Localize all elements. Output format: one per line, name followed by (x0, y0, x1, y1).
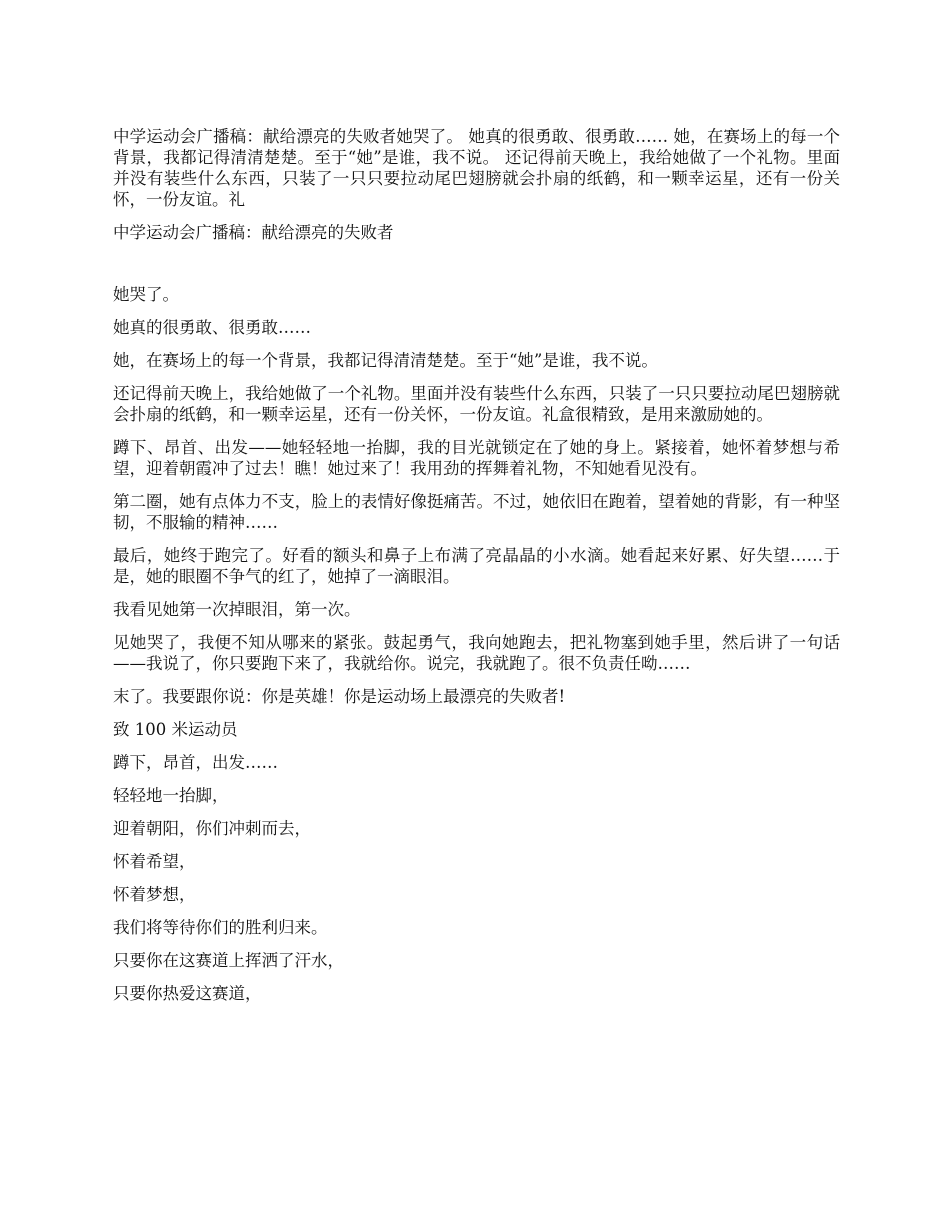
paragraph: 她真的很勇敢、很勇敢…… (113, 318, 311, 337)
paragraph: 我们将等待你们的胜利归来。 (113, 918, 328, 937)
paragraph: 蹲下，昂首，出发…… (113, 753, 278, 772)
paragraph: 只要你在这赛道上挥洒了汗水， (113, 951, 344, 970)
paragraph: 蹲下、昂首、出发——她轻轻地一抬脚，我的目光就锁定在了她的身上。紧接着，她怀着梦想与希望，迎着朝霞冲了过去！瞧！她过来了！我用劲的挥舞着礼物，不知她看见没有。 (113, 438, 840, 478)
paragraph: 末了。我要跟你说：你是英雄！你是运动场上最漂亮的失败者! (113, 687, 566, 706)
paragraph: 只要你热爱这赛道， (113, 984, 262, 1003)
document-body (113, 284, 840, 1004)
document-title: 中学运动会广播稿：献给漂亮的失败者 (113, 223, 394, 242)
paragraph: 我看见她第一次掉眼泪，第一次。 (113, 600, 361, 619)
paragraph: 迎着朝阳，你们冲刺而去， (113, 819, 311, 838)
paragraph: 见她哭了，我便不知从哪来的紧张。鼓起勇气，我向她跑去，把礼物塞到她手里，然后讲了一句话——我说了，你只要跑下来了，我就给你。说完，我就跑了。很不负责任呦…… (113, 633, 840, 673)
paragraph: 轻轻地一抬脚， (113, 786, 229, 805)
document-page (113, 126, 840, 1016)
paragraph: 还记得前天晚上，我给她做了一个礼物。里面并没有装些什么东西，只装了一只只要拉动尾巴翅膀就会扑扇的纸鹤，和一颗幸运星，还有一份关怀，一份友谊。礼盒很精致，是用来激励她的。 (113, 384, 840, 424)
paragraph: 她哭了。 (113, 285, 179, 304)
paragraph: 她，在赛场上的每一个背景，我都记得清清楚楚。至于“她”是谁，我不说。 (113, 351, 658, 370)
paragraph: 第二圈，她有点体力不支，脸上的表情好像挺痛苦。不过，她依旧在跑着，望着她的背影，有一种坚韧，不服输的精神…… (113, 492, 840, 532)
paragraph: 怀着希望， (113, 852, 196, 871)
document-summary: 中学运动会广播稿：献给漂亮的失败者她哭了。 她真的很勇敢、很勇敢…… 她，在赛场上的每一个背景，我都记得清清楚楚。至于“她”是谁，我不说。 还记得前天晚上，我给她做了一个礼物。里面并没有装些什么东西，只装了一只只要拉动尾巴翅膀就会扑扇的纸鹤，和一颗幸运星，还有一份关怀，一份友谊。礼 (113, 127, 840, 209)
paragraph: 最后，她终于跑完了。好看的额头和鼻子上布满了亮晶晶的小水滴。她看起来好累、好失望……于是，她的眼圈不争气的红了，她掉了一滴眼泪。 (113, 546, 840, 586)
paragraph: 怀着梦想， (113, 885, 196, 904)
paragraph: 致 100 米运动员 (113, 720, 238, 739)
